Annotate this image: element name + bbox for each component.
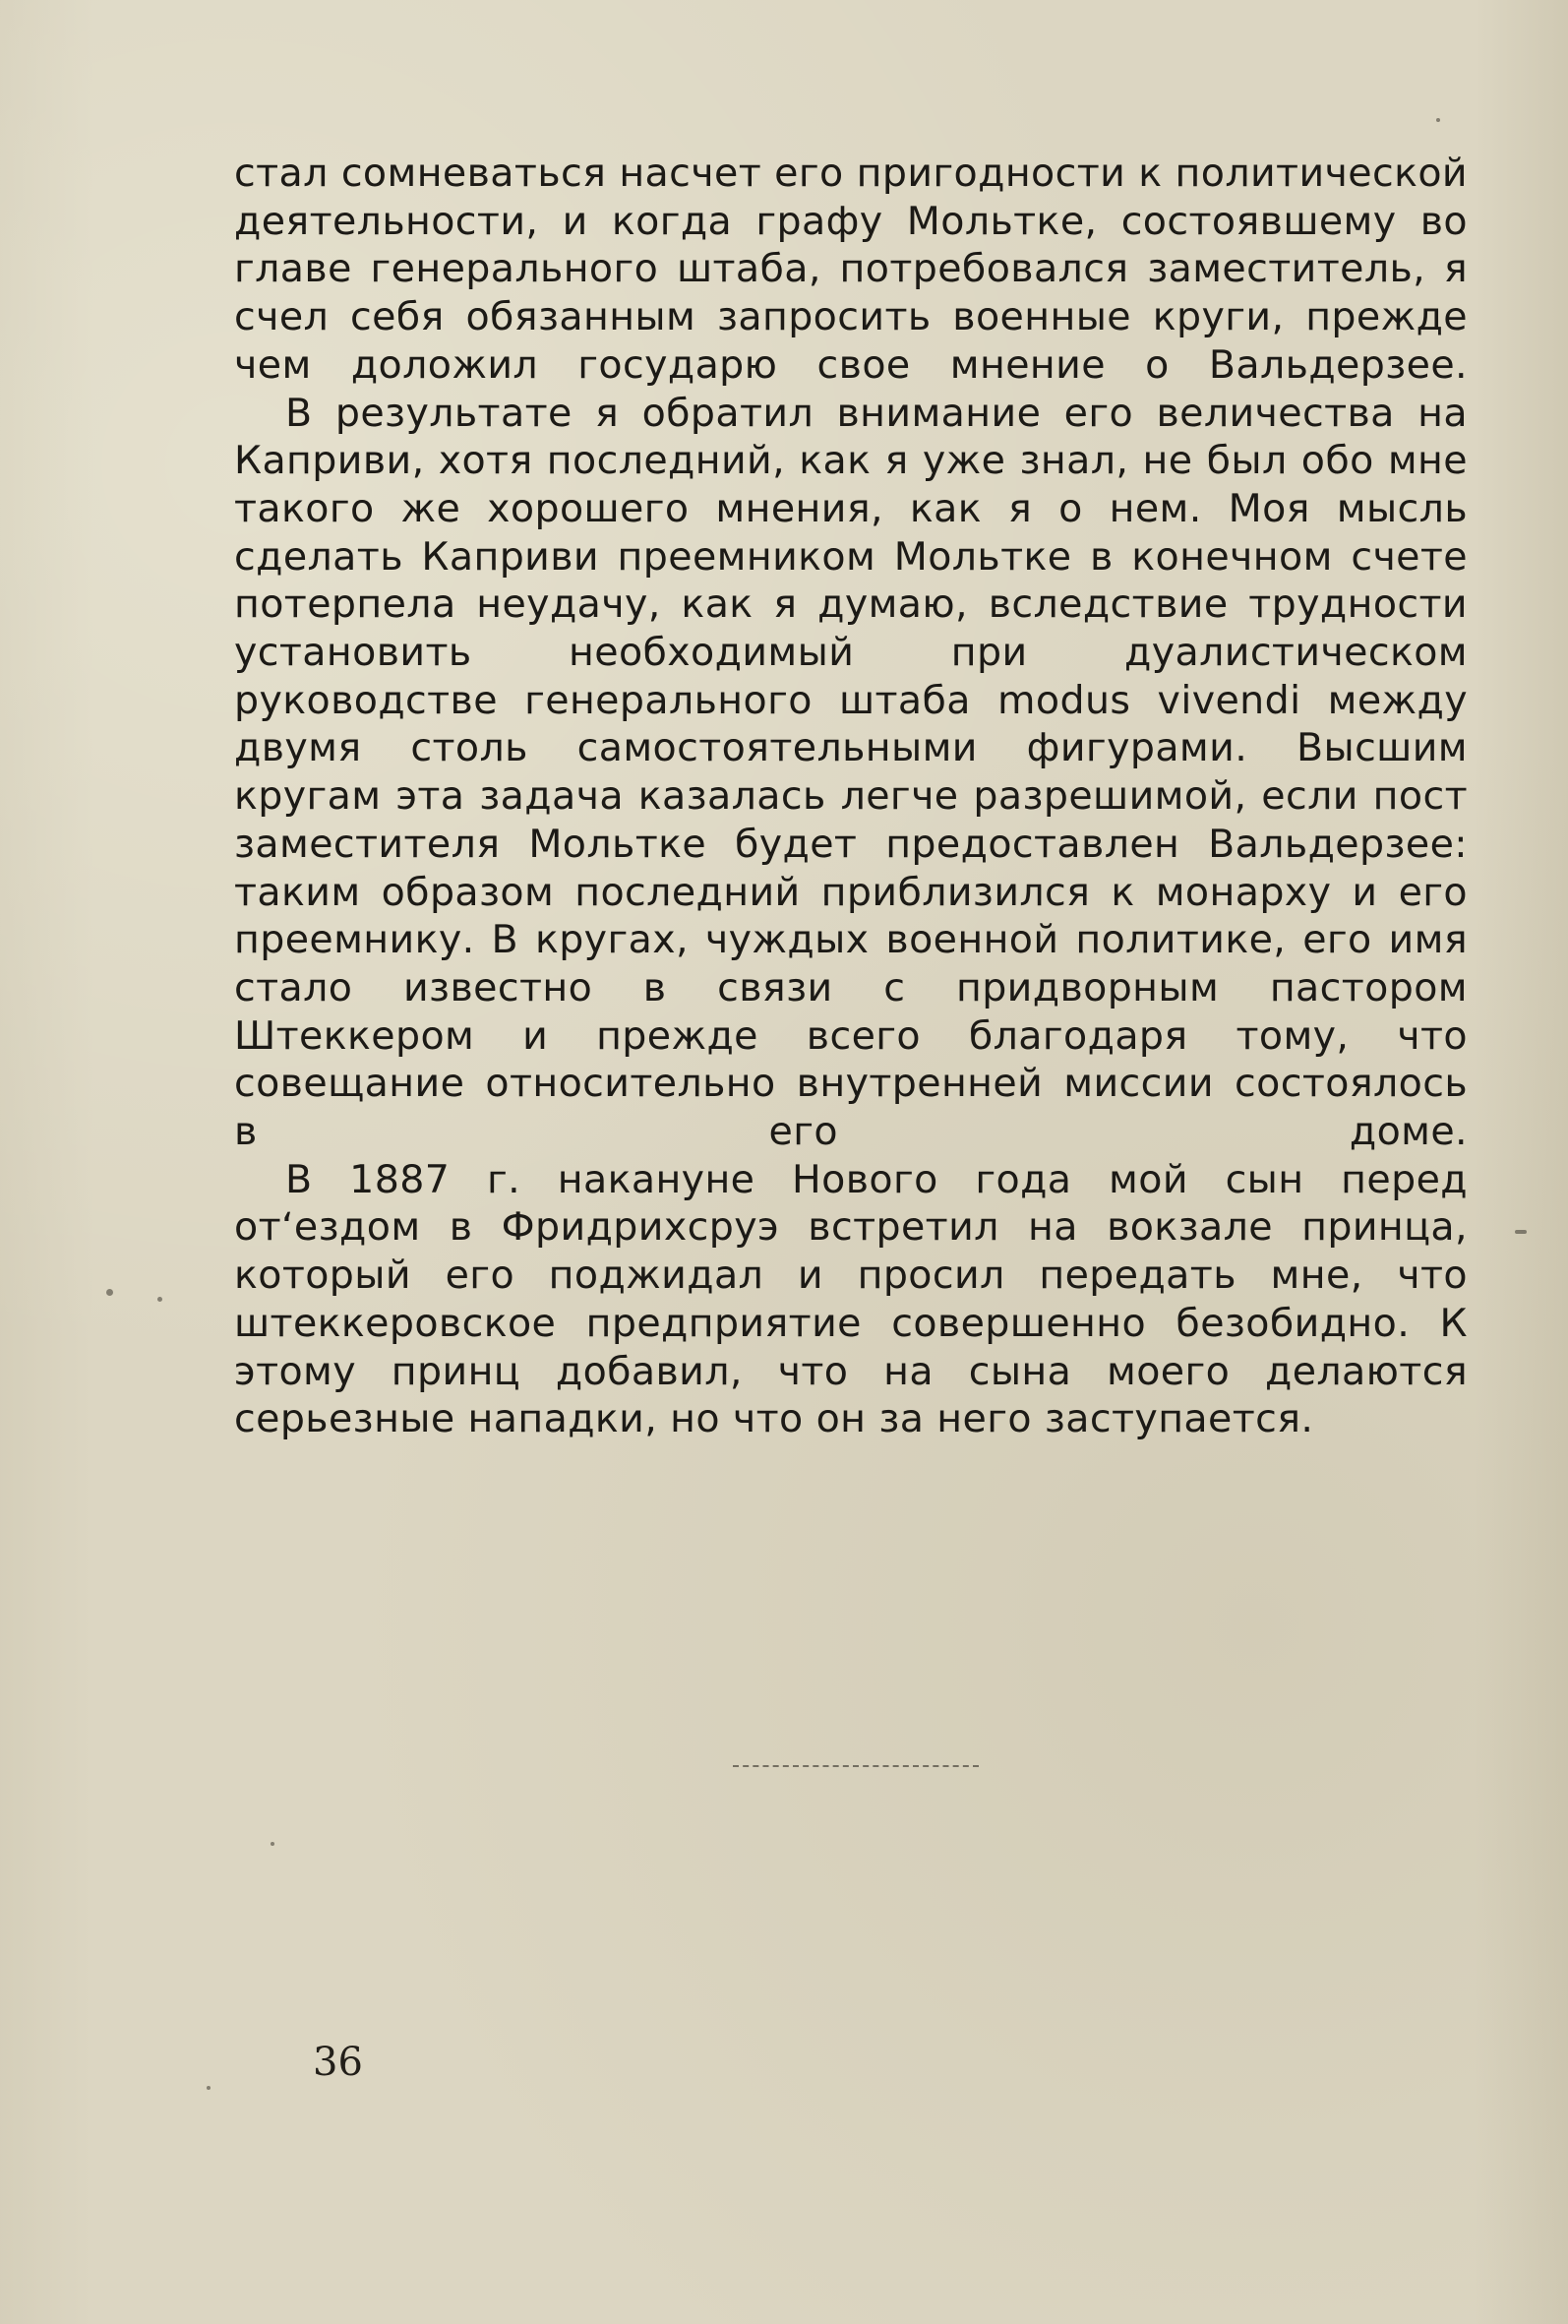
print-speck — [157, 1297, 162, 1302]
print-speck — [1436, 118, 1440, 122]
body-text — [234, 150, 1468, 1443]
paragraph-1887: В 1887 г. накануне Нового года мой сын перед от‘ездом в Фридрихсруэ встретил на вокзале принца, который его поджидал и просил передать мне, что штеккеровское предприятие совершенно безобидно. К этому принц добавил, что на сына моего делаются серьезные нападки, но что он за него заступается. — [234, 1156, 1468, 1442]
print-speck — [207, 2086, 211, 2090]
paragraph-continued: стал сомневаться насчет его пригодности к политической деятельности, и когда графу Мольтке, состоявшему во главе генерального штаба, потребовался заместитель, я счел себя обязанным запросить военные круги, прежде чем доложил государю свое мнение о Вальдерзее. — [234, 151, 1468, 388]
print-speck — [1515, 1230, 1527, 1234]
print-speck — [271, 1842, 274, 1846]
print-speck — [106, 1289, 113, 1296]
page-number: 36 — [313, 2040, 363, 2085]
section-divider — [733, 1765, 979, 1767]
paragraph-caprivi: В результате я обратил внимание его величества на Каприви, хотя последний, как я уже знал, не был обо мне такого же хорошего мнения, как я о нем. Моя мысль сделать Каприви преемником Мольтке в конечном счете потерпела неудачу, как я думаю, вследствие трудности установить необходимый при дуалистическом руководстве генерального штаба modus vivendi между двумя столь самостоятельными фигурами. Высшим кругам эта задача казалась легче разрешимой, если пост заместителя Мольтке будет предоставлен Вальдерзее: таким образом последний приблизился к монарху и его преемнику. В кругах, чуждых военной политике, его имя стало известно в связи с придворным пастором Штеккером и прежде всего благодаря тому, что совещание относительно внутренней миссии состоялось в его доме. — [234, 390, 1468, 1155]
